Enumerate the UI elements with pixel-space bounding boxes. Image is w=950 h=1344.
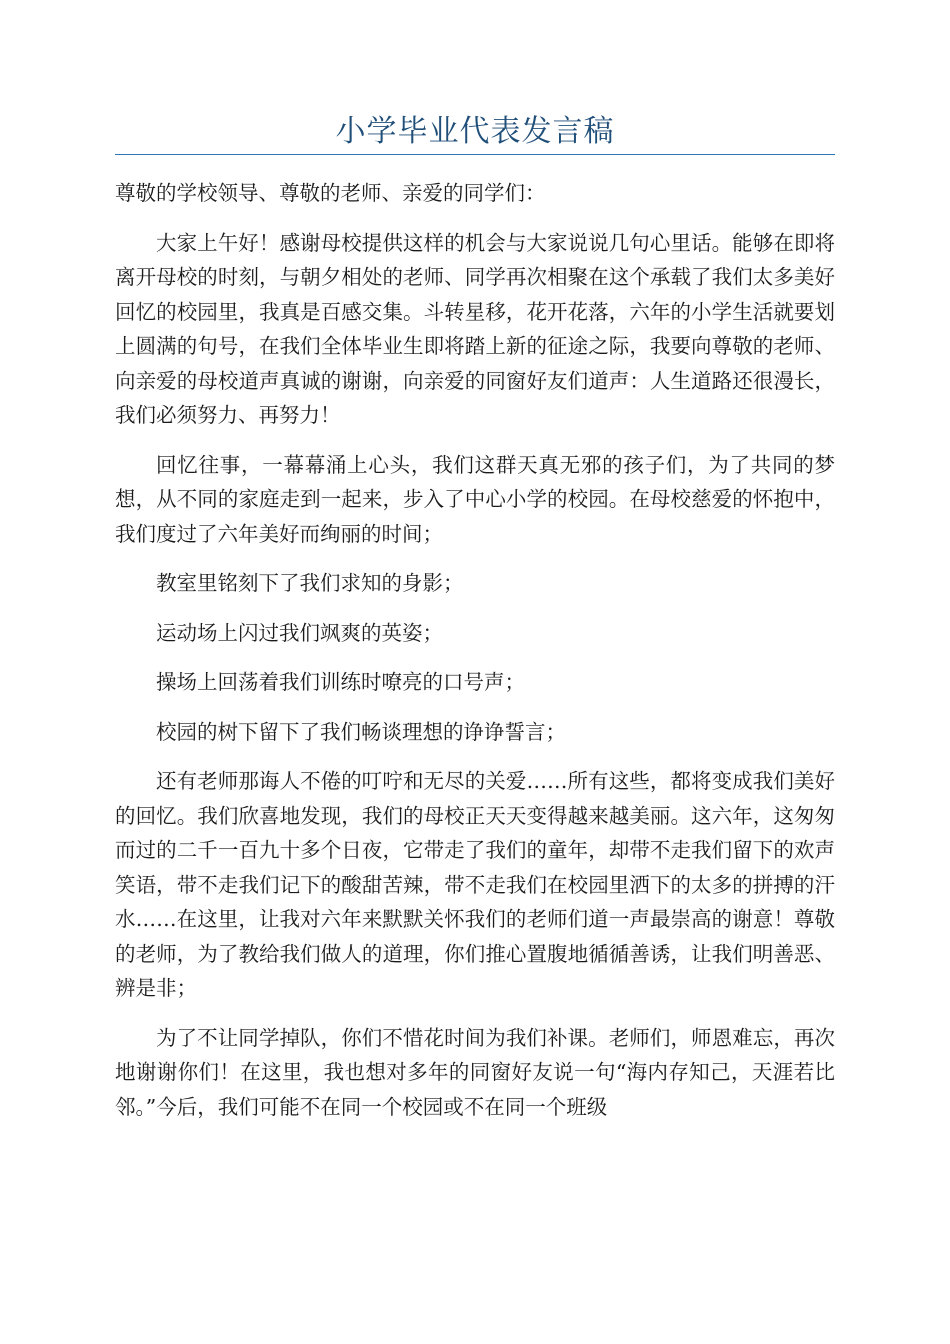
paragraph: 运动场上闪过我们飒爽的英姿；: [156, 620, 443, 645]
paragraph: 为了不让同学掉队，你们不惜花时间为我们补课。老师们，师恩难忘，再次地谢谢你们！在这里，我也想对多年的同窗好友说一句“海内存知己，天涯若比邻。”今后，我们可能不在同一个校园或不在同一个班级: [115, 1025, 835, 1119]
paragraph: 操场上回荡着我们训练时嘹亮的口号声；: [156, 670, 525, 694]
document-body: [115, 176, 835, 1139]
salutation: 尊敬的学校领导、尊敬的老师、亲爱的同学们：: [115, 181, 546, 205]
paragraph: 回忆往事，一幕幕涌上心头，我们这群天真无邪的孩子们，为了共同的梦想，从不同的家庭走到一起来，步入了中心小学的校园。在母校慈爱的怀抱中，我们度过了六年美好而绚丽的时间；: [115, 452, 835, 546]
paragraph: 还有老师那诲人不倦的叮咛和无尽的关爱……所有这些，都将变成我们美好的回忆。我们欣喜地发现，我们的母校正天天变得越来越美丽。这六年，这匆匆而过的二千一百九十多个日夜，它带走了我们的童年，却带不走我们留下的欢声笑语，带不走我们记下的酸甜苦辣，带不走我们在校园里洒下的太多的拼搏的汗水……在这里，让我对六年来默默关怀我们的老师们道一声最崇高的谢意！尊敬的老师，为了教给我们做人的道理，你们推心置腹地循循善诱，让我们明善恶、辨是非；: [115, 769, 835, 1000]
paragraph: 教室里铭刻下了我们求知的身影；: [156, 571, 464, 595]
paragraph: 大家上午好！感谢母校提供这样的机会与大家说说几句心里话。能够在即将离开母校的时刻，与朝夕相处的老师、同学再次相聚在这个承载了我们太多美好回忆的校园里，我真是百感交集。斗转星移，花开花落，六年的小学生活就要划上圆满的句号，在我们全体毕业生即将踏上新的征途之际，我要向尊敬的老师、向亲爱的母校道声真诚的谢谢，向亲爱的同窗好友们道声：人生道路还很漫长，我们必须努力、再努力！: [115, 230, 835, 427]
document-title: 小学毕业代表发言稿: [335, 114, 615, 149]
paragraph: 校园的树下留下了我们畅谈理想的诤诤誓言；: [156, 719, 566, 744]
title-underline: [115, 154, 835, 155]
